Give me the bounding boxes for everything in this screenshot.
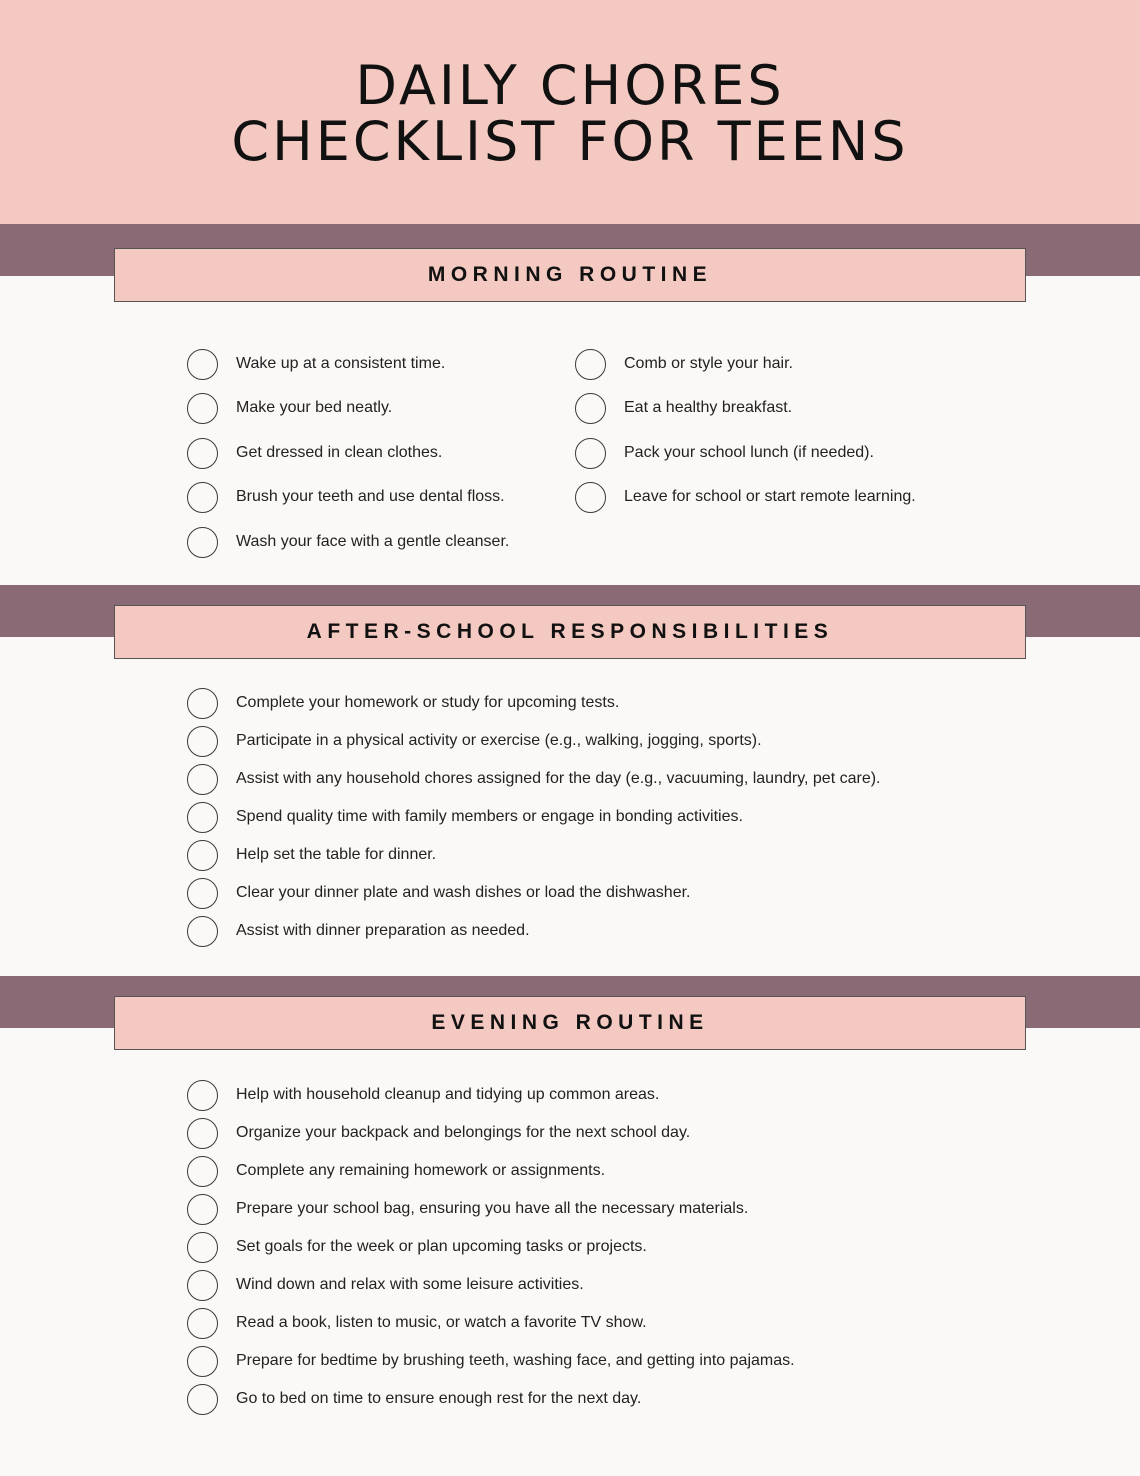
checklist-item [187, 687, 619, 719]
checkbox-circle[interactable] [187, 726, 218, 757]
checklist-item-label: Wind down and relax with some leisure activities. [236, 1276, 584, 1293]
checkbox-circle[interactable] [187, 1194, 218, 1225]
checklist-item-label: Brush your teeth and use dental floss. [236, 488, 505, 505]
checklist-item [187, 877, 691, 909]
checkbox-circle[interactable] [575, 349, 606, 380]
checkbox-circle[interactable] [187, 1384, 218, 1415]
checklist-item-label: Make your bed neatly. [236, 399, 393, 416]
section-header-evening [114, 996, 1026, 1050]
checklist-item-label: Pack your school lunch (if needed). [624, 444, 874, 461]
checklist-item [187, 801, 743, 833]
checklist-item [187, 1383, 641, 1415]
checkbox-circle[interactable] [187, 916, 218, 947]
checklist-item [575, 392, 792, 424]
checkbox-circle[interactable] [187, 438, 218, 469]
checkbox-circle[interactable] [187, 1156, 218, 1187]
checklist-item [187, 392, 392, 424]
section-header-after-school [114, 605, 1026, 659]
checklist-item-label: Wake up at a consistent time. [236, 355, 446, 372]
checkbox-circle[interactable] [187, 1232, 218, 1263]
checklist-item [187, 526, 509, 558]
checkbox-circle[interactable] [187, 1308, 218, 1339]
checklist-item [187, 839, 436, 871]
checkbox-circle[interactable] [187, 1118, 218, 1149]
checklist-item-label: Complete your homework or study for upcoming tests. [236, 694, 620, 711]
checklist-item [187, 481, 505, 513]
section-title-after-school: AFTER-SCHOOL RESPONSIBILITIES [306, 620, 834, 643]
checklist-item [187, 1079, 659, 1111]
checkbox-circle[interactable] [575, 393, 606, 424]
section-title-evening: EVENING ROUTINE [431, 1011, 709, 1034]
checklist-item-label: Set goals for the week or plan upcoming tasks or projects. [236, 1238, 647, 1255]
checklist-item [187, 1193, 748, 1225]
checklist-item [187, 1307, 647, 1339]
checklist-item-label: Assist with dinner preparation as needed. [236, 922, 530, 939]
checklist-item [187, 1269, 584, 1301]
checklist-item [187, 1155, 605, 1187]
checkbox-circle[interactable] [575, 438, 606, 469]
checkbox-circle[interactable] [187, 393, 218, 424]
page-title-line-1: DAILY CHORES [355, 54, 785, 117]
checkbox-circle[interactable] [187, 527, 218, 558]
checkbox-circle[interactable] [187, 878, 218, 909]
checkbox-circle[interactable] [187, 764, 218, 795]
checkbox-circle[interactable] [187, 1346, 218, 1377]
page-header [0, 0, 1140, 224]
checklist-item-label: Go to bed on time to ensure enough rest for the next day. [236, 1390, 642, 1407]
page-title-line-2: CHECKLIST FOR TEENS [231, 110, 909, 173]
checklist-item-label: Help set the table for dinner. [236, 846, 437, 863]
checkbox-circle[interactable] [187, 1270, 218, 1301]
checklist-item [575, 437, 874, 469]
checklist-item [187, 348, 445, 380]
checklist-item-label: Get dressed in clean clothes. [236, 444, 443, 461]
checkbox-circle[interactable] [187, 1080, 218, 1111]
checklist-item [187, 1117, 690, 1149]
checkbox-circle[interactable] [187, 802, 218, 833]
checkbox-circle[interactable] [187, 688, 218, 719]
checklist-item [187, 915, 530, 947]
checkbox-circle[interactable] [187, 840, 218, 871]
section-title-morning: MORNING ROUTINE [427, 263, 713, 286]
checklist-item-label: Eat a healthy breakfast. [624, 399, 793, 416]
checklist-item [187, 437, 442, 469]
checklist-item [187, 725, 762, 757]
checkbox-circle[interactable] [187, 482, 218, 513]
checkbox-circle[interactable] [187, 349, 218, 380]
checklist-item-label: Read a book, listen to music, or watch a favorite TV show. [236, 1314, 647, 1331]
checklist-item [187, 763, 881, 795]
section-header-morning [114, 248, 1026, 302]
checkbox-circle[interactable] [575, 482, 606, 513]
checklist-item [187, 1345, 795, 1377]
checklist-item-label: Wash your face with a gentle cleanser. [236, 533, 510, 550]
checklist-item-label: Participate in a physical activity or exercise (e.g., walking, jogging, sports). [236, 732, 762, 749]
checklist-item-label: Organize your backpack and belongings for the next school day. [236, 1124, 691, 1141]
checklist-item-label: Prepare your school bag, ensuring you have all the necessary materials. [236, 1200, 749, 1217]
checklist-item-label: Prepare for bedtime by brushing teeth, washing face, and getting into pajamas. [236, 1352, 795, 1369]
checklist-item [187, 1231, 647, 1263]
checklist-item-label: Help with household cleanup and tidying up common areas. [236, 1086, 660, 1103]
checklist-item-label: Clear your dinner plate and wash dishes or load the dishwasher. [236, 884, 691, 901]
checklist-item-label: Leave for school or start remote learning. [624, 488, 916, 505]
checklist-item-label: Complete any remaining homework or assignments. [236, 1162, 606, 1179]
checklist-item-label: Comb or style your hair. [624, 355, 793, 372]
checklist-item-label: Assist with any household chores assigned for the day (e.g., vacuuming, laundry, pet care). [236, 770, 881, 787]
checklist-item [575, 348, 793, 380]
checklist-item-label: Spend quality time with family members or engage in bonding activities. [236, 808, 743, 825]
checklist-item [575, 481, 916, 513]
